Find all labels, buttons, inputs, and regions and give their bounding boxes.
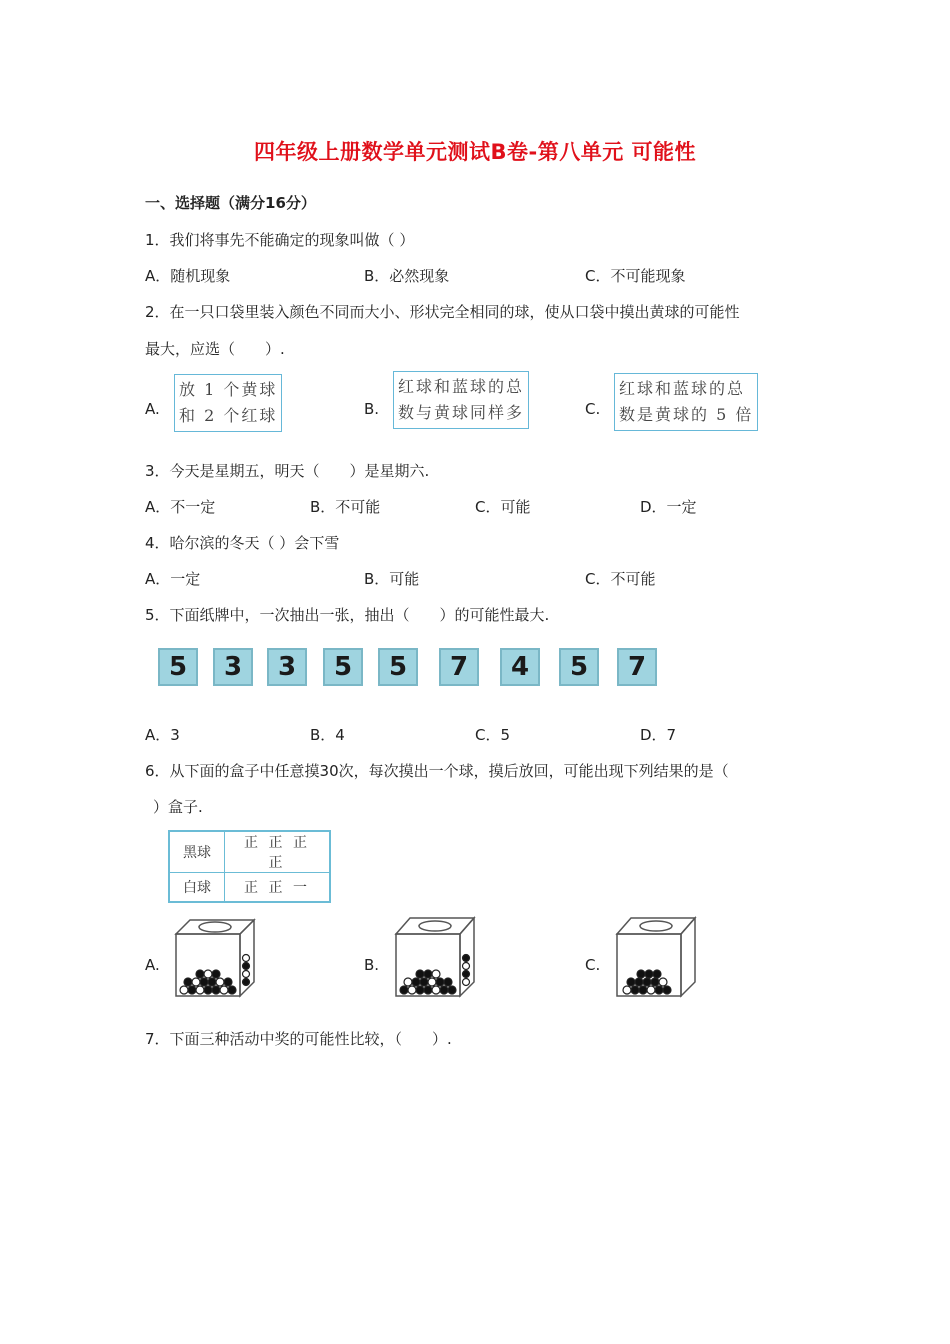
playing-card: 4	[500, 648, 540, 686]
tally-ball-name: 白球	[169, 873, 225, 903]
playing-card: 5	[323, 648, 363, 686]
q2-option-a-box	[174, 374, 282, 432]
question-7-stem: 7．下面三种活动中奖的可能性比较，（ ）.	[145, 1030, 452, 1048]
tally-table	[168, 830, 331, 903]
q2-option-c-box	[614, 373, 758, 431]
q2-option-b-label: B.	[364, 400, 380, 418]
page-title: 四年级上册数学单元测试B卷-第八单元 可能性	[253, 140, 697, 164]
table-row	[169, 873, 330, 903]
tally-marks: 正 正 正 正	[225, 831, 331, 873]
q6-option-c-label: C.	[585, 956, 601, 974]
question-3-stem: 3．今天是星期五，明天（ ）是星期六.	[145, 462, 430, 480]
q2-option-a-line1: 放 1 个黄球	[179, 380, 278, 399]
q1-option-b: B．必然现象	[364, 267, 450, 285]
question-2-stem-line1: 2．在一只口袋里装入颜色不同而大小、形状完全相同的球，使从口袋中摸出黄球的可能性	[145, 303, 740, 321]
q5-option-b: B．4	[310, 726, 345, 744]
playing-card: 5	[559, 648, 599, 686]
playing-card: 3	[213, 648, 253, 686]
question-5-stem: 5．下面纸牌中，一次抽出一张，抽出（ ）的可能性最大.	[145, 606, 550, 624]
q5-option-c: C．5	[475, 726, 511, 744]
playing-card: 5	[158, 648, 198, 686]
question-4-stem: 4．哈尔滨的冬天（ ）会下雪	[145, 534, 340, 552]
q2-option-b-line1: 红球和蓝球的总	[398, 377, 525, 396]
q2-option-a-label: A.	[145, 400, 160, 418]
q5-option-d: D．7	[640, 726, 677, 744]
q6-option-a-label: A.	[145, 956, 160, 974]
tally-marks: 正 正 一	[225, 873, 331, 903]
tally-ball-name: 黑球	[169, 831, 225, 873]
question-1-stem: 1．我们将事先不能确定的现象叫做（ ）	[145, 231, 415, 249]
table-row	[169, 831, 330, 873]
q3-option-d: D．一定	[640, 498, 697, 516]
playing-card: 3	[267, 648, 307, 686]
ball-box-a-image	[172, 914, 258, 1000]
ball-box-b-image	[392, 912, 478, 1000]
q2-option-b-line2: 数与黄球同样多	[398, 403, 525, 422]
q2-option-a-line2: 和 2 个红球	[179, 406, 278, 425]
question-6-stem-line2: ）盒子.	[153, 798, 203, 816]
q5-option-a: A．3	[145, 726, 180, 744]
q4-option-a: A．一定	[145, 570, 201, 588]
q2-option-c-line1: 红球和蓝球的总	[619, 379, 746, 398]
ball-box-c-image	[613, 912, 699, 1000]
q2-option-c-line2: 数是黄球的 5 倍	[619, 405, 754, 424]
q2-option-b-box	[393, 371, 529, 429]
playing-card: 5	[378, 648, 418, 686]
playing-card: 7	[617, 648, 657, 686]
playing-card: 7	[439, 648, 479, 686]
q4-option-c: C．不可能	[585, 570, 656, 588]
q1-option-c: C．不可能现象	[585, 267, 686, 285]
q3-option-c: C．可能	[475, 498, 531, 516]
q4-option-b: B．可能	[364, 570, 420, 588]
q3-option-a: A．不一定	[145, 498, 216, 516]
q1-option-a: A．随机现象	[145, 267, 231, 285]
q2-option-c-label: C.	[585, 400, 601, 418]
question-2-stem-line2: 最大，应选（ ）.	[145, 340, 285, 358]
section-heading: 一、选择题（满分16分）	[145, 194, 316, 212]
q6-option-b-label: B.	[364, 956, 380, 974]
q3-option-b: B．不可能	[310, 498, 381, 516]
question-6-stem-line1: 6．从下面的盒子中任意摸30次，每次摸出一个球，摸后放回，可能出现下列结果的是（	[145, 762, 729, 780]
